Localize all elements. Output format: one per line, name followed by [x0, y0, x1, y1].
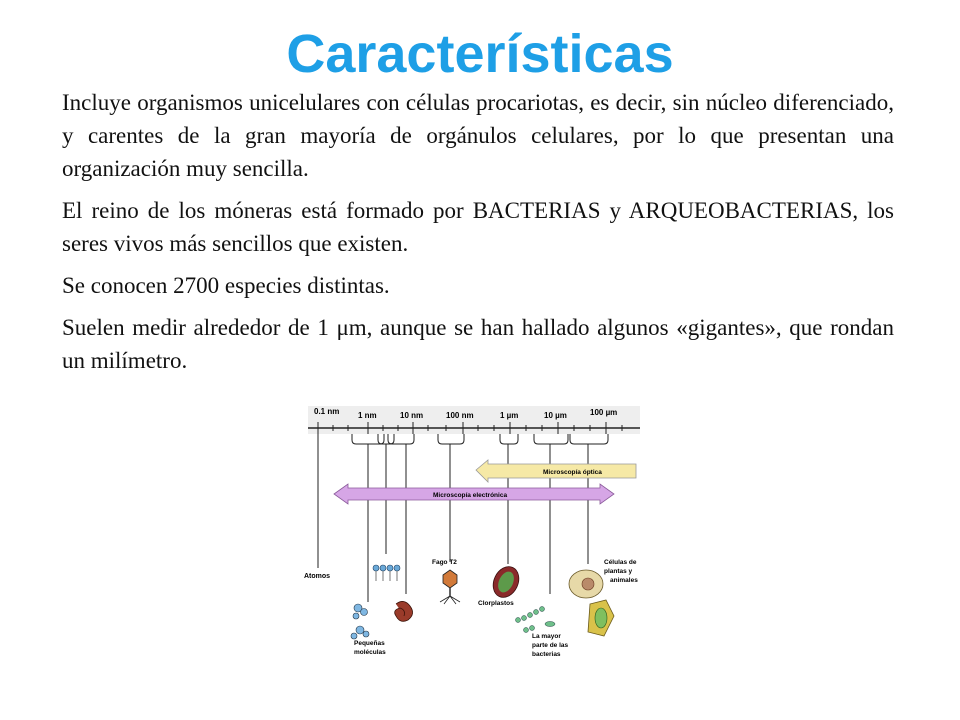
- phage-label: Fago T2: [432, 559, 457, 566]
- size-scale-svg: [288, 398, 658, 680]
- tick-label-100um: 100 µm: [590, 408, 618, 417]
- lipid-molecules-icon: [373, 565, 400, 581]
- bacteria-bracket: [534, 434, 568, 594]
- tick-label-1um: 1 µm: [500, 411, 519, 420]
- cells-label-line3: animales: [610, 577, 638, 584]
- small-molecules-icon: [351, 604, 369, 639]
- paragraph-species: Se conocen 2700 especies distintas.: [62, 273, 390, 298]
- animal-cell-icon: [569, 570, 603, 598]
- slide-title: Características: [286, 24, 674, 84]
- bacteria-label-line3: bacterias: [532, 651, 561, 658]
- bacteria-label-line1: La mayor: [532, 633, 561, 640]
- plant-cell-icon: [588, 600, 614, 636]
- tick-label-10nm: 10 nm: [400, 411, 424, 420]
- optical-microscopy-label: Microscopía óptica: [543, 469, 602, 476]
- bacteria-icon: [516, 607, 556, 633]
- small-molecules-bracket: [352, 434, 384, 602]
- size-scale-diagram: [288, 398, 658, 680]
- small-molecules-label-line2: moléculas: [354, 649, 386, 656]
- phage-icon: [440, 570, 460, 604]
- electron-microscopy-label: Microscopía electrónica: [433, 492, 508, 499]
- paragraph-kingdom: El reino de los móneras está formado por BACTERIAS y ARQUEOBACTERIAS, los seres vivos más sencillos que existen.: [62, 198, 894, 256]
- tick-label-0.1nm: 0.1 nm: [314, 407, 340, 416]
- paragraph-size: Suelen medir alrededor de 1 μm, aunque se han hallado algunos «gigantes», que rondan un milímetro.: [62, 315, 894, 373]
- tick-label-100nm: 100 nm: [446, 411, 474, 420]
- paragraph-unicellular: Incluye organismos unicelulares con células procariotas, es decir, sin núcleo diferenciado, y carentes de la gran mayoría de orgánulos celulares, por lo que presentan una organización muy sencilla.: [62, 90, 894, 181]
- tick-label-10um: 10 µm: [544, 411, 567, 420]
- cells-label-line1: Células de: [604, 559, 637, 566]
- chloroplast-icon: [488, 562, 523, 601]
- bacteria-label-line2: parte de las: [532, 642, 569, 649]
- small-molecules-label-line1: Pequeñas: [354, 640, 385, 647]
- protein-icon: [395, 601, 413, 621]
- tick-label-1nm: 1 nm: [358, 411, 377, 420]
- chloroplast-label: Clorplastos: [478, 600, 514, 607]
- atoms-label: Atomos: [304, 573, 331, 580]
- cells-label-line2: plantas y: [604, 568, 633, 575]
- slide-body: [62, 86, 894, 386]
